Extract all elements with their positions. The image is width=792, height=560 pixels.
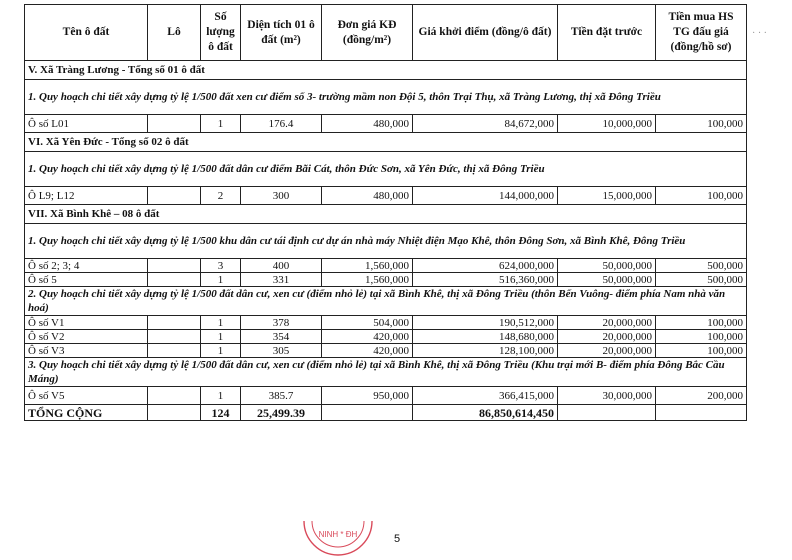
cell-unit-price: 1,560,000 [322,259,413,273]
cell-deposit: 15,000,000 [558,187,656,205]
cell-deposit: 50,000,000 [558,259,656,273]
cell-lot [148,187,201,205]
cell-quantity: 1 [201,316,241,330]
table-header-row [25,5,747,61]
col-header-deposit: Tiền đặt trước [558,5,656,61]
cell-document-fee: 100,000 [656,330,747,344]
plan-title: 2. Quy hoạch chi tiết xây dựng tỷ lệ 1/500 đất dân cư, xen cư (điểm nhỏ lẻ) tại xã Bình Khê, thị xã Đông Triều (thôn Bến Vuông- điểm phía Nam nhà văn hoá) [25,287,747,316]
table-row [25,316,747,330]
cell-document-fee: 500,000 [656,259,747,273]
section-row [25,61,747,80]
table-row [25,259,747,273]
plan-row [25,287,747,316]
plan-row [25,358,747,387]
cell-start-price: 128,100,000 [413,344,558,358]
cell-start-price: 148,680,000 [413,330,558,344]
table-row [25,387,747,405]
cell-land-name: Ô số L01 [25,115,148,133]
auction-price-sheet [24,4,746,421]
plan-row [25,152,747,187]
cell-area: 378 [241,316,322,330]
cell-deposit: 30,000,000 [558,387,656,405]
cell-unit-price: 420,000 [322,344,413,358]
cell-unit-price: 420,000 [322,330,413,344]
section-row [25,205,747,224]
total-row [25,405,747,421]
plan-title: 1. Quy hoạch chi tiết xây dựng tỷ lệ 1/500 khu dân cư tái định cư dự án nhà máy Nhiệt điện Mạo Khê, thôn Đông Sơn, xã Bình Khê, Đông Triều [25,224,747,259]
plan-title: 3. Quy hoạch chi tiết xây dựng tỷ lệ 1/500 đất dân cư, xen cư (điểm nhỏ lẻ) tại xã Bình Khê, thị xã Đông Triều (Khu trại mới B- điểm phía Đông Bắc Cầu Máng) [25,358,747,387]
cell-land-name: Ô số V1 [25,316,148,330]
table-row [25,344,747,358]
section-title: VII. Xã Bình Khê – 08 ô đất [25,205,747,224]
cell-area: 300 [241,187,322,205]
red-stamp-seal [298,517,378,559]
col-header-start-price: Giá khởi điểm (đồng/ô đất) [413,5,558,61]
cell-quantity: 1 [201,273,241,287]
land-price-table [24,4,747,421]
cell-document-fee: 500,000 [656,273,747,287]
cell-quantity: 1 [201,115,241,133]
table-row [25,273,747,287]
cell-land-name: Ô số 2; 3; 4 [25,259,148,273]
section-row [25,133,747,152]
table-body [25,61,747,421]
cell-area: 354 [241,330,322,344]
cell-land-name: Ô số 5 [25,273,148,287]
table-row [25,187,747,205]
cell-start-price: 624,000,000 [413,259,558,273]
total-document-fee [656,405,747,421]
cell-start-price: 516,360,000 [413,273,558,287]
cell-lot [148,273,201,287]
cell-start-price: 84,672,000 [413,115,558,133]
cell-deposit: 50,000,000 [558,273,656,287]
cell-document-fee: 100,000 [656,115,747,133]
cell-quantity: 1 [201,330,241,344]
total-unit-price [322,405,413,421]
cell-quantity: 3 [201,259,241,273]
cell-document-fee: 100,000 [656,187,747,205]
cell-start-price: 190,512,000 [413,316,558,330]
plan-row [25,80,747,115]
cell-land-name: Ô L9; L12 [25,187,148,205]
cell-start-price: 366,415,000 [413,387,558,405]
col-header-unit-price: Đơn giá KĐ (đồng/m²) [322,5,413,61]
cell-document-fee: 100,000 [656,344,747,358]
cell-deposit: 20,000,000 [558,344,656,358]
col-header-area: Diện tích 01 ô đất (m²) [241,5,322,61]
seal-text: NINH * ĐH [318,530,358,539]
cell-area: 385.7 [241,387,322,405]
cell-unit-price: 950,000 [322,387,413,405]
cell-document-fee: 200,000 [656,387,747,405]
total-lot [148,405,201,421]
plan-row [25,224,747,259]
cell-start-price: 144,000,000 [413,187,558,205]
cell-deposit: 20,000,000 [558,316,656,330]
col-header-quantity: Số lượng ô đất [201,5,241,61]
plan-title: 1. Quy hoạch chi tiết xây dựng tỷ lệ 1/500 đất xen cư điểm số 3- trường mầm non Đội 5, thôn Trại Thụ, xã Tràng Lương, thị xã Đông Triều [25,80,747,115]
cell-lot [148,259,201,273]
cell-area: 400 [241,259,322,273]
cell-quantity: 2 [201,187,241,205]
section-title: V. Xã Tràng Lương - Tổng số 01 ô đất [25,61,747,80]
cell-land-name: Ô số V2 [25,330,148,344]
cell-unit-price: 480,000 [322,115,413,133]
cell-lot [148,316,201,330]
cell-unit-price: 1,560,000 [322,273,413,287]
cell-lot [148,344,201,358]
cell-land-name: Ô số V5 [25,387,148,405]
cell-lot [148,115,201,133]
cell-area: 176.4 [241,115,322,133]
cell-unit-price: 504,000 [322,316,413,330]
total-label: TỔNG CỘNG [25,405,148,421]
margin-marks: · · · [752,28,767,39]
cell-deposit: 10,000,000 [558,115,656,133]
col-header-document-fee: Tiền mua HS TG đấu giá (đồng/hồ sơ) [656,5,747,61]
cell-quantity: 1 [201,344,241,358]
total-deposit [558,405,656,421]
cell-area: 305 [241,344,322,358]
total-start-price: 86,850,614,450 [413,405,558,421]
plan-title: 1. Quy hoạch chi tiết xây dựng tỷ lệ 1/500 đất dân cư điểm Bãi Cát, thôn Đức Sơn, xã Yên Đức, thị xã Đông Triều [25,152,747,187]
cell-land-name: Ô số V3 [25,344,148,358]
table-row [25,115,747,133]
col-header-land-name: Tên ô đất [25,5,148,61]
cell-area: 331 [241,273,322,287]
total-quantity: 124 [201,405,241,421]
cell-deposit: 20,000,000 [558,330,656,344]
cell-lot [148,387,201,405]
section-title: VI. Xã Yên Đức - Tổng số 02 ô đất [25,133,747,152]
cell-unit-price: 480,000 [322,187,413,205]
total-area: 25,499.39 [241,405,322,421]
cell-document-fee: 100,000 [656,316,747,330]
cell-lot [148,330,201,344]
page-number: 5 [394,533,401,545]
table-row [25,330,747,344]
col-header-lot: Lô [148,5,201,61]
cell-quantity: 1 [201,387,241,405]
